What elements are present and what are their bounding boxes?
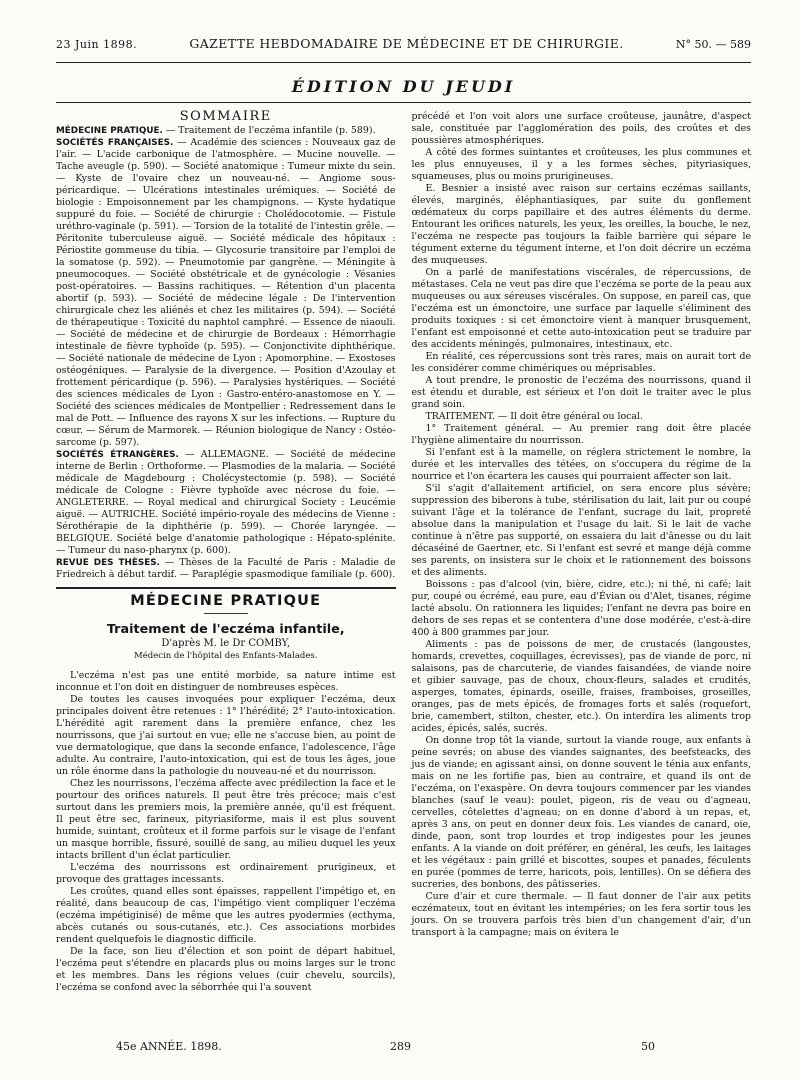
- footer-year: 45e ANNÉE. 1898.: [116, 1040, 222, 1053]
- article-byline: D'après M. le Dr COMBY,: [161, 638, 291, 649]
- right-column: [412, 111, 752, 994]
- article-paragraph: TRAITEMENT. — Il doit être général ou local.: [425, 411, 643, 422]
- sommaire-entry: MÉDECINE PRATIQUE. — Traitement de l'eczéma infantile (p. 589).: [56, 125, 376, 136]
- header-issue-number: N° 50. — 589: [675, 38, 751, 51]
- article-paragraph: précédé et l'on voit alors une surface croûteuse, jaunâtre, d'aspect sale, constituée par l'agglomération des poils, des croûtes et des poussières atmosphériques.: [411, 111, 751, 146]
- article-paragraph: E. Besnier a insisté avec raison sur certains eczémas saillants, élevés, marginés, éléphantiasiques, par suite du gonflement œdémateux du corps papillaire et des autres éléments du derme. Entourant les orifices naturels, les yeux, les oreilles, la bouche, le nez, l'eczéma ne respecte pas toujours la faible barrière qui sépare le tégument externe du tégument interne, et l'on doit décrire un eczéma des muqueuses.: [411, 183, 751, 266]
- article-paragraph: Si l'enfant est à la mamelle, on réglera strictement le nombre, la durée et les intervalles des tétées, on s'occupera du régime de la nourrice et l'on écartera les causes qui pourraient affecter son lait.: [411, 447, 751, 482]
- article-paragraph: 1° Traitement général. — Au premier rang doit être placée l'hygiène alimentaire du nourrisson.: [411, 423, 751, 446]
- article-paragraph: On a parlé de manifestations viscérales, de répercussions, de métastases. Cela ne veut pas dire que l'eczéma se porte de la peau aux muqueuses ou aux séreuses viscérales. On suppose, en pareil cas, que l'eczéma est un émonctoire, une surface par laquelle s'éliminent des produits toxiques : si cet émonctoire vient à manquer brusquement, l'enfant est empoisonné et cette auto-intoxication peut se traduire par des accidents méningés, pulmonaires, intestinaux, etc.: [411, 267, 751, 350]
- sommaire-entry: SOCIÉTÉS FRANÇAISES. — Académie des sciences : Nouveaux gaz de l'air. — L'acide carbonique de l'atmosphère. — Mucine nouvelle. — Tache aveugle (p. 590). — Société anatomique : Tumeur mixte du sein. — Kyste de l'ovaire chez un nouveau-né. — Angiome sous-péricardique. — Ulcérations intestinales urémiques. — Société de biologie : Empoisonnement par les champignons. — Kyste hydatique suppuré du foie. — Société de chirurgie : Cholédocotomie. — Fistule uréthro-vaginale (p. 591). — Torsion de la totalité de l'intestin grêle. — Péritonite tuberculeuse aiguë. — Société médicale des hôpitaux : Périostite gommeuse du tibia. — Glycosurie transitoire par l'emploi de la somatose (p. 592). — Pneumotomie par gangrène. — Méningite à pneumocoques. — Société obstétricale et de gynécologie : Vésanies post-opératoires. — Bassins rachitiques. — Rétention d'un placenta abortif (p. 593). — Société de médecine légale : De l'intervention chirurgicale chez les aliénés et chez les militaires (p. 594). — Société de thérapeutique : Toxicité du naphtol camphré. — Essence de niaouli. — Société de médecine et de chirurgie de Bordeaux : Hémorrhagie intestinale de fièvre typhoïde (p. 595). — Conjonctivite diphthérique. — Société nationale de médecine de Lyon : Apomorphine. — Exostoses ostéogéniques. — Paralysie de la divergence. — Position d'Azoulay et frottement péricardique (p. 596). — Paralysies hystériques. — Société des sciences médicales de Lyon : Gastro-entéro-anastomose en Y. — Société des sciences médicales de Montpellier : Redressement dans le mal de Pott. — Influence des rayons X sur les infections. — Rupture du cœur. — Sérum de Marmorek. — Réunion biologique de Nancy : Ostéo-sarcome (p. 597).: [56, 137, 396, 448]
- article-paragraph: Cure d'air et cure thermale. — Il faut donner de l'air aux petits eczémateux, tout en évitant les intempéries; on les fera sortir tous les jours. On se trouvera parfois très bien d'un changement d'air, d'un transport à la campagne; mais on évitera le: [411, 891, 751, 938]
- sommaire-entry: REVUE DES THÈSES. — Thèses de la Faculté de Paris : Maladie de Friedreich à début tardif. — Paraplégie spasmodique familiale (p. 600).: [56, 557, 396, 580]
- article-paragraph: On donne trop tôt la viande, surtout la viande rouge, aux enfants à peine sevrés; on abuse des viandes saignantes, des beefsteacks, des jus de viande; en agissant ainsi, on donne souvent le ténia aux enfants, mais on ne les fortifie pas, bien au contraire, et quand ils ont de l'eczéma, on l'exaspère. On devra toujours commencer par les viandes blanches (sauf le veau): poulet, pigeon, ris de veau ou d'agneau, cervelles, côtelettes d'agneau; on en donne d'abord à un repas, et, après 3 ans, on peut en donner deux fois. Les viandes de canard, oie, dinde, paon, sont trop lourdes et trop indigestes pour les jeunes enfants. A la viande on doit préférer, en général, les œufs, les laitages et les végétaux : pain grillé et biscottes, soupes et panades, féculents en purée (pommes de terre, haricots, pois, lentilles). On se défiera des sucreries, des bonbons, des pâtisseries.: [411, 735, 751, 890]
- article-paragraph: L'eczéma des nourrissons est ordinairement prurigineux, et provoque des grattages incessants.: [56, 862, 396, 885]
- article-paragraph: De la face, son lieu d'élection et son point de départ habituel, l'eczéma peut s'étendre en placards plus ou moins larges sur le tronc et les membres. Dans les régions velues (cuir chevelu, sourcils), l'eczéma se confond avec la séborrhée qui l'a souvent: [56, 946, 396, 993]
- running-header: [56, 36, 751, 63]
- edition-banner: ÉDITION DU JEUDI: [291, 77, 516, 96]
- article-paragraph: S'il s'agit d'allaitement artificiel, on sera encore plus sévère; suppression des biberons à tube, stérilisation du lait, lait pur ou coupé suivant l'âge et la tolérance de l'enfant, sucrage du lait, propreté absolue dans la manipulation et l'usage du lait. Si le lait de vache continue à n'être pas supporté, on essaiera du lait d'ânesse ou du lait décaséiné de Gaertner, etc. Si l'enfant est sevré et mange déjà comme ses parents, on insistera sur le choix et le rationnement des boissons et des aliments.: [411, 483, 751, 578]
- left-column: [56, 111, 396, 994]
- article-paragraph: Les croûtes, quand elles sont épaisses, rappellent l'impétigo et, en réalité, dans beaucoup de cas, l'impétigo vient compliquer l'eczéma (eczéma impétiginisé) de même que les autres pyodermies (ecthyma, abcès cutanés ou sous-cutanés, etc.). Ces associations morbides rendent quelquefois le diagnostic difficile.: [56, 886, 396, 945]
- newspaper-page: [56, 36, 751, 994]
- header-journal-title: GAZETTE HEBDOMADAIRE DE MÉDECINE ET DE CHIRURGIE.: [189, 36, 624, 51]
- article-paragraph: En réalité, ces répercussions sont très rares, mais on aurait tort de les considérer comme chimériques ou méprisables.: [411, 351, 751, 374]
- sommaire-heading: SOMMAIRE: [179, 109, 272, 124]
- article-paragraph: A tout prendre, le pronostic de l'eczéma des nourrissons, quand il est étendu et durable, est sérieux et l'on doit le traiter avec le plus grand soin.: [411, 375, 751, 410]
- article-paragraph: Aliments : pas de poissons de mer, de crustacés (langoustes, homards, crevettes, coquillages, écrevisses), pas de viande de porc, ni salaisons, pas de charcuterie, de viandes faisandées, de viande noire et gibier sauvage, pas de choux, choux-fleurs, salades et crudités, asperges, tomates, épinards, oseille, fraises, framboises, groseilles, oranges, pas de mets épicés, de fromages forts et salés (roquefort, brie, camembert, stilton, chester, etc.). On interdira les aliments trop acides, épicés, salés, sucrés.: [411, 639, 751, 734]
- footer-issue: 50: [641, 1040, 655, 1053]
- article-paragraph: De toutes les causes invoquées pour expliquer l'eczéma, deux principales doivent être retenues : 1° l'hérédité; 2° l'auto-intoxication. L'hérédité agit rarement dans la première enfance, chez les nourrissons, que j'ai surtout en vue; elle ne s'accuse bien, au point de vue dermatologique, que dans la seconde enfance, l'adolescence, l'âge adulte. Au contraire, l'auto-intoxication, qui est de tous les âges, joue un rôle énorme dans la pathologie du nouveau-né et du nourrisson.: [56, 694, 396, 777]
- article-paragraph: Chez les nourrissons, l'eczéma affecte avec prédilection la face et le pourtour des orifices naturels. Il peut être très précoce; mais c'est surtout dans les premiers mois, la première année, qu'il est fréquent. Il peut être sec, farineux, pityriasiforme, mais il est plus souvent humide, suintant, croûteux et il forme parfois sur le visage de l'enfant un masque horrible, fissuré, souillé de sang, au milieu duquel les yeux intacts brillent d'un éclat particulier.: [56, 778, 396, 861]
- header-date: 23 Juin 1898.: [56, 38, 138, 51]
- short-rule: [204, 613, 248, 614]
- section-divider: [56, 587, 396, 589]
- two-column-body: [56, 111, 751, 994]
- footer-page-number: 289: [390, 1040, 411, 1053]
- article-affiliation: Médecin de l'hôpital des Enfants-Malades.: [134, 651, 318, 661]
- article-paragraph: A côté des formes suintantes et croûteuses, les plus communes et les plus ennuyeuses, il y a les formes sèches, pityriasiques, squameuses, plus ou moins prurigineuses.: [411, 147, 751, 182]
- edition-rule: [56, 102, 751, 103]
- article-title: Traitement de l'eczéma infantile,: [106, 622, 345, 637]
- article-paragraph: Boissons : pas d'alcool (vin, bière, cidre, etc.); ni thé, ni café; lait pur, coupé ou écrémé, eau pure, eau d'Évian ou d'Alet, tisanes, régime lacté absolu. On rationnera les liquides; l'enfant ne devra pas boire en dehors de ses repas et se contentera d'une dose modérée, c'est-à-dire 400 à 800 grammes par jour.: [411, 579, 751, 638]
- section-heading: MÉDECINE PRATIQUE: [130, 593, 322, 609]
- article-paragraph: L'eczéma n'est pas une entité morbide, sa nature intime est inconnue et l'on doit en distinguer de nombreuses espèces.: [56, 670, 396, 693]
- sommaire-entry: SOCIÉTÉS ÉTRANGÈRES. — ALLEMAGNE. — Société de médecine interne de Berlin : Orthoforme. — Plasmodies de la malaria. — Société médicale de Magdebourg : Cholécystectomie (p. 598). — Société médicale de Cologne : Fièvre typhoïde avec nécrose du foie. — ANGLETERRE. — Royal medical and chirurgical Society : Leucémie aiguë. — AUTRICHE. Société império-royale des médecins de Vienne : Sérothérapie de la diphthérie (p. 599). — Chorée laryngée. — BELGIQUE. Société belge d'anatomie pathologique : Hépato-splénite. — Tumeur du naso-pharynx (p. 600).: [56, 449, 396, 556]
